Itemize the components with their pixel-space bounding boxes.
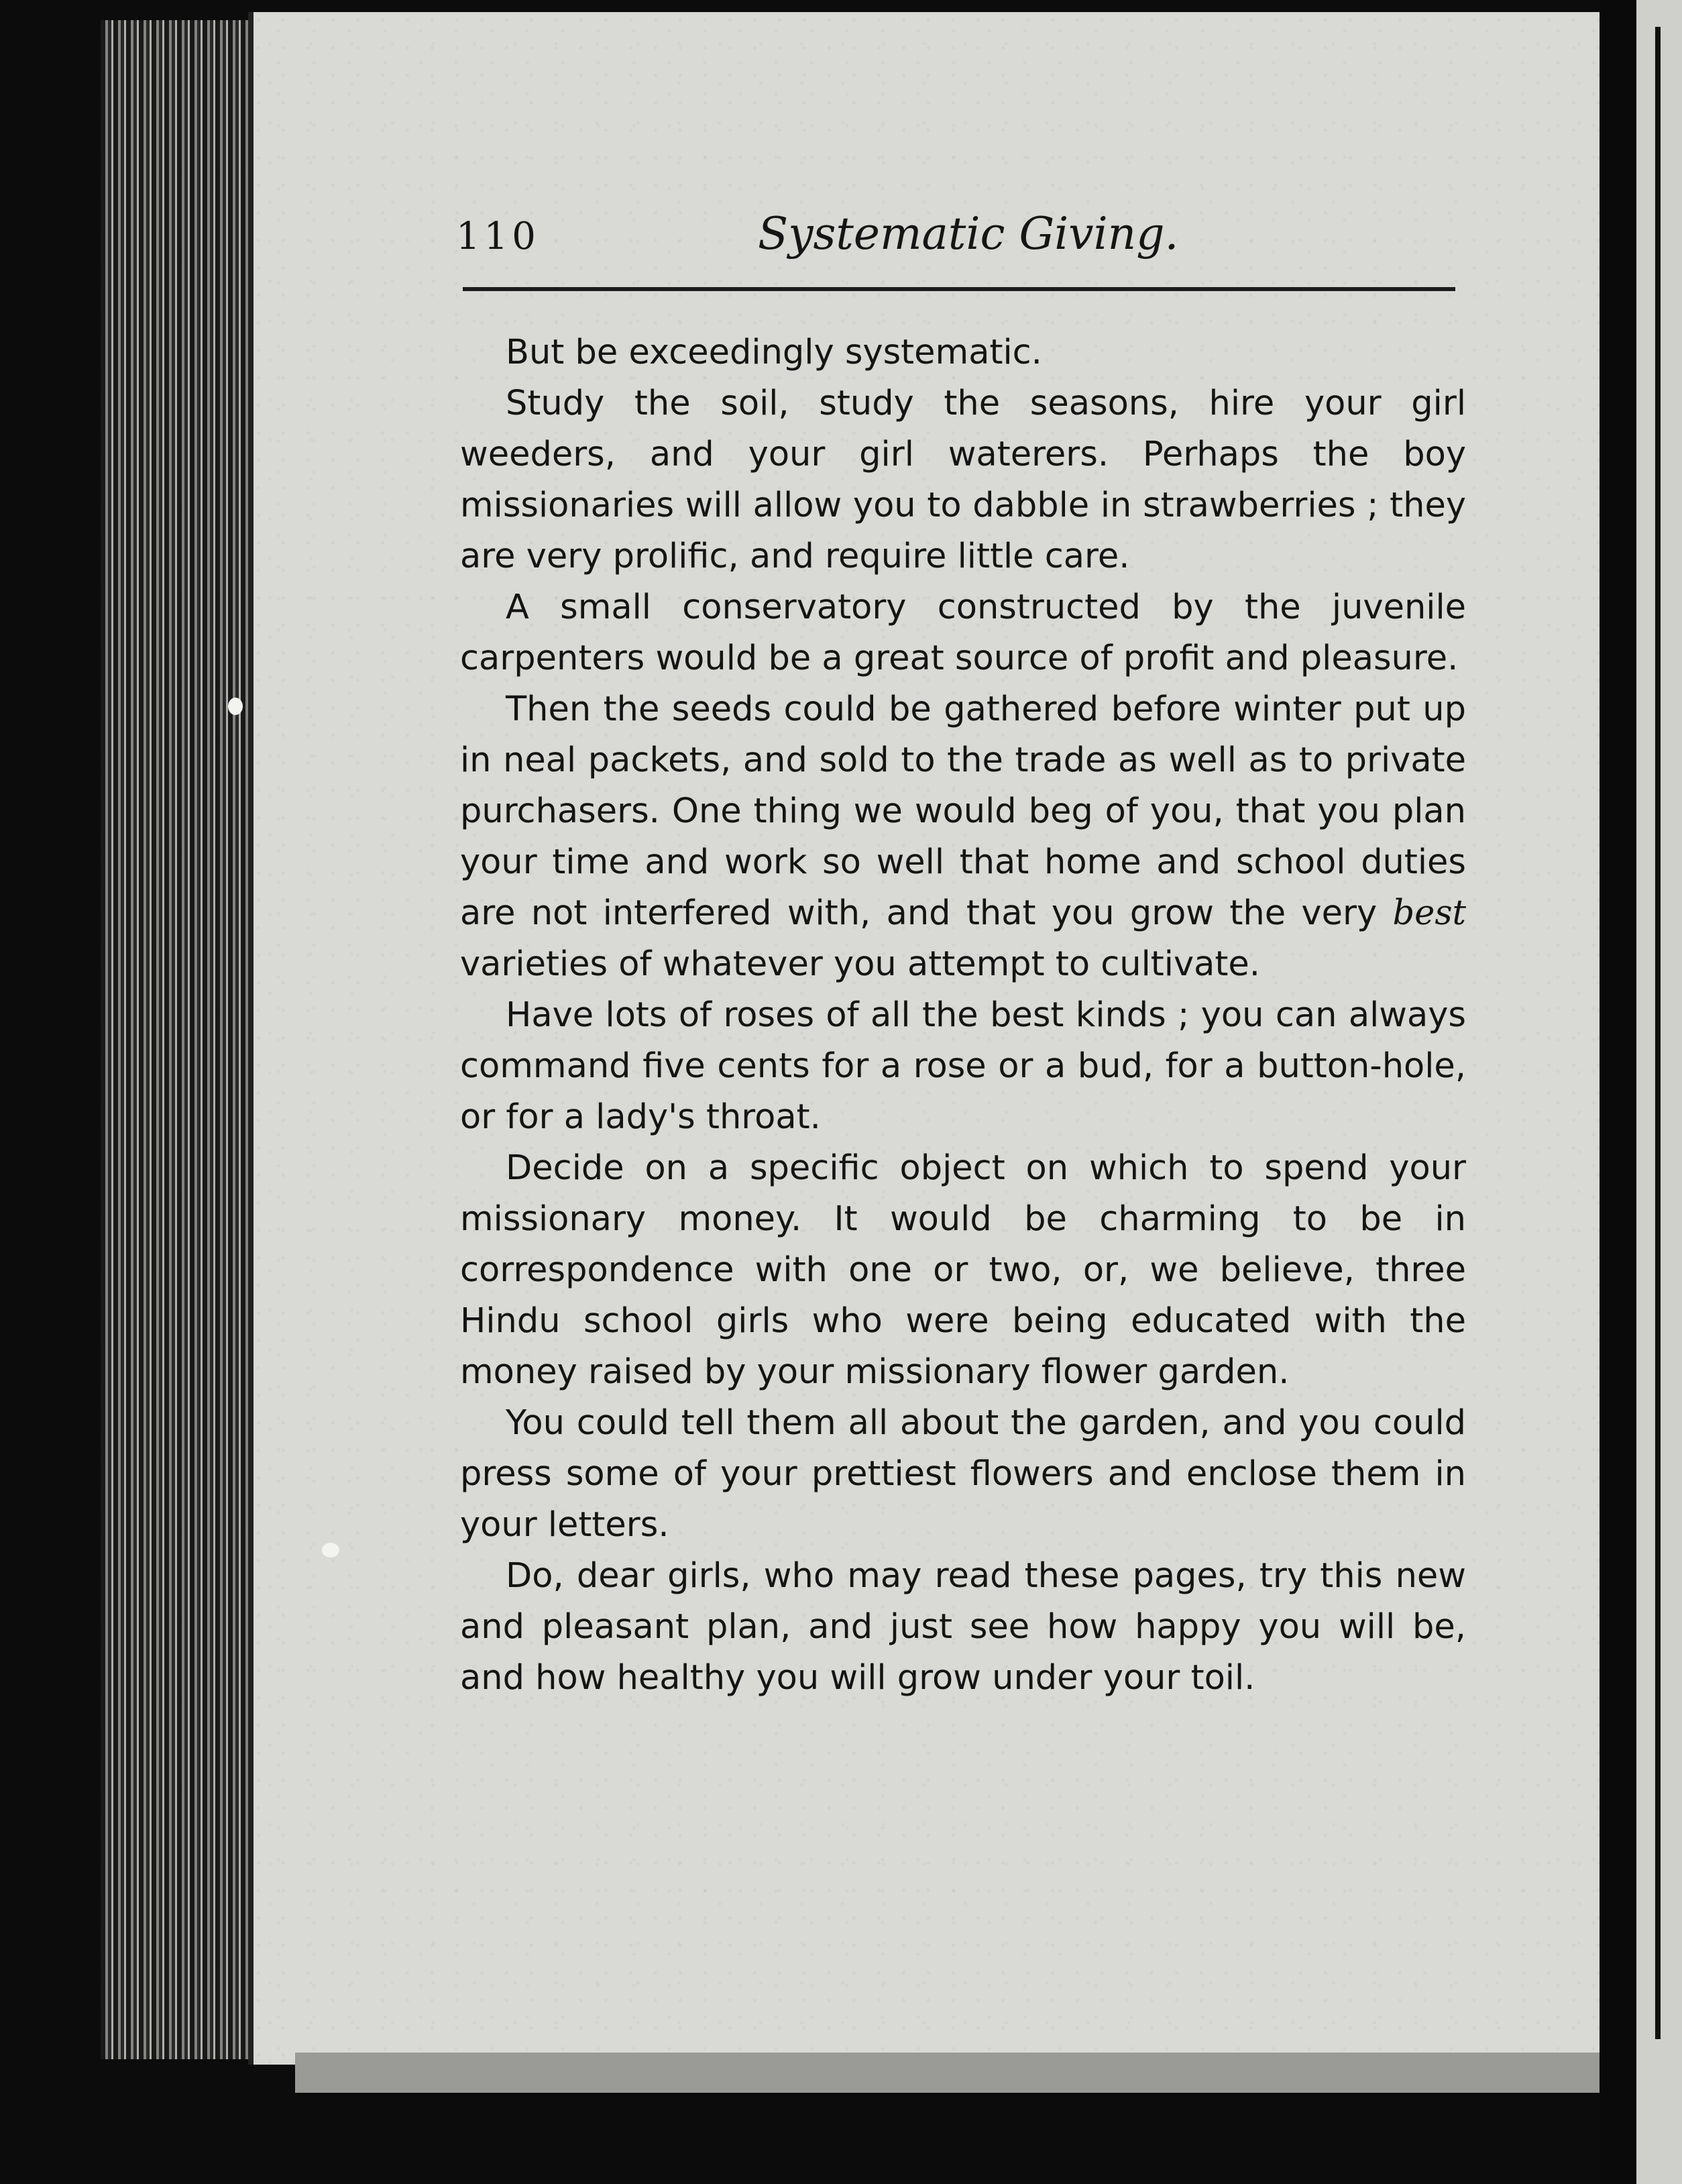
- gutter-line: [1655, 27, 1661, 2039]
- paper-speck: [228, 698, 243, 715]
- paragraph: [460, 684, 1466, 990]
- paragraph: You could tell them all about the garden, and you could press some of your prettiest flowers and enclose them in your letters.: [460, 1403, 1466, 1545]
- paper-speck: [322, 1543, 339, 1558]
- paragraph: Do, dear girls, who may read these pages, try this new and pleasant plan, and just see how happy you will be, and how healthy you will grow under your toil.: [460, 1556, 1466, 1698]
- page-bottom-edge: [295, 2053, 1623, 2093]
- emphasized-word: best: [1392, 893, 1466, 933]
- paragraph: Decide on a specific object on which to spend your missionary money. It would be charming to be in correspondence with one or two, or, we believe, three Hindu school girls who were being educated with the money raised by your missionary flower garden.: [460, 1148, 1466, 1392]
- paragraph-text: varieties of whatever you attempt to cultivate.: [460, 944, 1260, 984]
- page-edges: [101, 20, 262, 2059]
- running-head: [456, 201, 1462, 275]
- paragraph: But be exceedingly systematic.: [506, 333, 1042, 372]
- paragraph-text: Then the seeds could be gathered before winter put up in neal packets, and sold to the trade as well as to private purchasers. One thing we would beg of you, that you plan your time and work so well that home and school duties are not interfered with, and that you grow the very: [460, 690, 1466, 933]
- paragraph: Study the soil, study the seasons, hire your girl weeders, and your girl waterers. Perhaps the boy missionaries will allow you to dabble in strawberries ; they are very prolific, and require little care.: [460, 384, 1466, 576]
- paragraph: Have lots of roses of all the best kinds ; you can always command five cents for a rose or a bud, for a button-hole, or for a lady's throat.: [460, 995, 1466, 1137]
- body-text: [460, 327, 1466, 1704]
- running-title: Systematic Giving.: [758, 208, 1179, 260]
- facing-page-edge: [1600, 0, 1682, 2184]
- header-rule: [463, 287, 1455, 291]
- page-number: 110: [456, 215, 540, 258]
- paragraph: A small conservatory constructed by the juvenile carpenters would be a great source of profit and pleasure.: [460, 588, 1466, 678]
